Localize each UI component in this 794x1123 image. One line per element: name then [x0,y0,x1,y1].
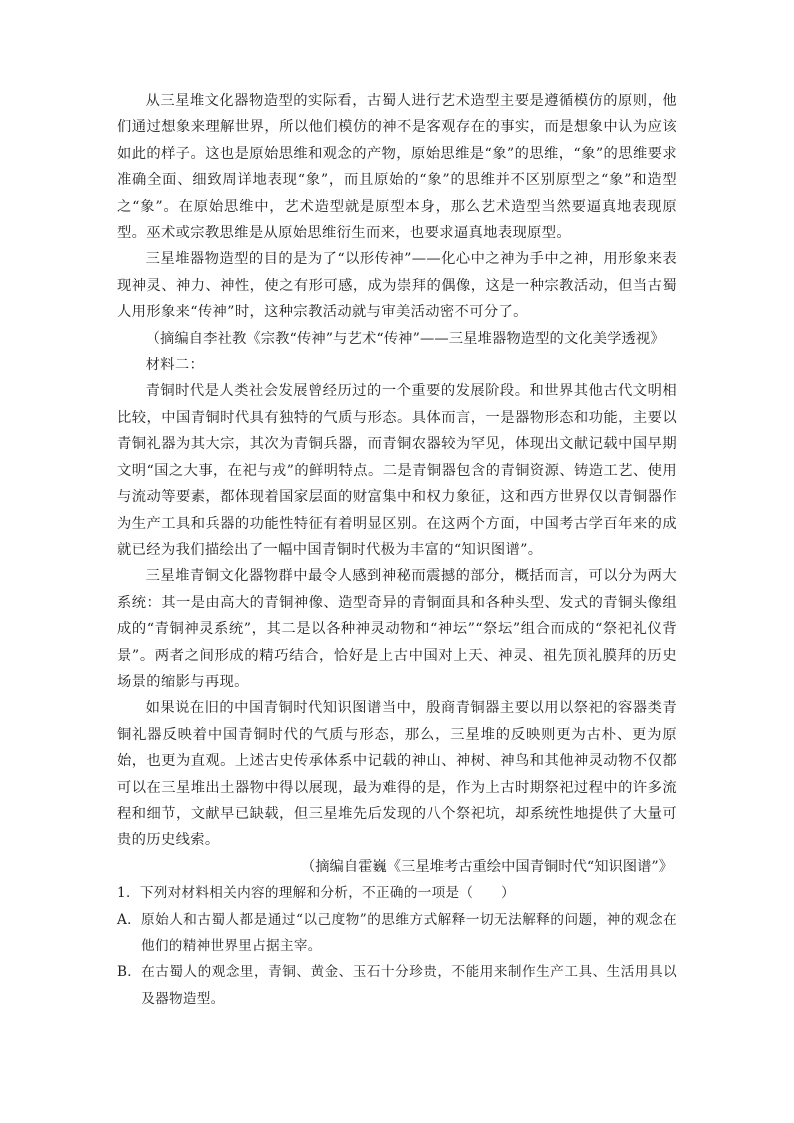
option-b [117,959,677,1012]
option-a [117,907,677,960]
material-two-paragraph-2: 三星堆青铜文化器物群中最令人感到神秘而震撼的部分，概括而言，可以分为两大系统：其一是由高大的青铜神像、造型奇异的青铜面具和各种头型、发式的青铜头像组成的“青铜神灵系统”，其二是以各种神灵动物和“神坛”“祭坛”组合而成的“祭祀礼仪背景”。两者之间形成的精巧结合，恰好是上古中国对上天、神灵、祖先顶礼膜拜的历史场景的缩影与再现。 [117,568,677,690]
material-one-citation: （摘编自李社教《宗教“传神”与艺术“传神”——三星堆器物造型的文化美学透视》 [145,330,665,347]
material-one-paragraph-2: 三星堆器物造型的目的是为了“以形传神”——化心中之神为手中之神，用形象来表现神灵、神力、神性，使之有形可感，成为崇拜的偶像，这是一种宗教活动，但当古蜀人用形象来“传神”时，这种宗教活动就与审美活动密不可分了。 [117,251,677,321]
option-b-text: 在古蜀人的观念里，青铜、黄金、玉石十分珍贵，不能用来制作生产工具、生活用具以及器物造型。 [141,964,677,1007]
material-two-citation: （摘编自霍巍《三星堆考古重绘中国青铜时代“知识图谱”》 [300,858,673,875]
document-page [117,88,677,1012]
material-two-paragraph-3: 如果说在旧的中国青铜时代知识图谱当中，殷商青铜器主要以用以祭祀的容器类青铜礼器反映着中国青铜时代的气质与形态，那么，三星堆的反映则更为古朴、更为原始，也更为直观。上述古史传承体系中记载的神山、神树、神鸟和其他神灵动物不仅都可以在三星堆出土器物中得以展现，最为难得的是，作为上古时期祭祀过程中的许多流程和细节，文献早已缺载，但三星堆先后发现的八个祭祀坑，却系统性地提供了大量可贵的历史线索。 [117,700,677,849]
option-b-label: B． [117,964,142,981]
option-a-text: 原始人和古蜀人都是通过“以己度物”的思维方式解释一切无法解释的问题，神的观念在他们的精神世界里占据主宰。 [141,911,677,954]
material-two-heading: 材料二： [145,357,205,374]
option-a-label: A． [117,911,142,928]
material-two-paragraph-1: 青铜时代是人类社会发展曾经历过的一个重要的发展阶段。和世界其他古代文明相比较，中国青铜时代具有独特的气质与形态。具体而言，一是器物形态和功能，主要以青铜礼器为其大宗，其次为青铜兵器，而青铜农器较为罕见，体现出文献记载中国早期文明“国之大事，在祀与戎”的鲜明特点。二是青铜器包含的青铜资源、铸造工艺、使用与流动等要素，都体现着国家层面的财富集中和权力象征，这和西方世界仅以青铜器作为生产工具和兵器的功能性特征有着明显区别。在这两个方面，中国考古学百年来的成就已经为我们描绘出了一幅中国青铜时代极为丰富的“知识图谱”。 [117,383,677,558]
material-one-paragraph-1: 从三星堆文化器物造型的实际看，古蜀人进行艺术造型主要是遵循模仿的原则，他们通过想象来理解世界，所以他们模仿的神不是客观存在的事实，而是想象中认为应该如此的样子。这也是原始思维和观念的产物，原始思维是“象”的思维，“象”的思维要求准确全面、细致周详地表现“象”，而且原始的“象”的思维并不区别原型之“象”和造型之“象”。在原始思维中，艺术造型就是原型本身，那么艺术造型当然要逼真地表现原型。巫术或宗教思维是从原始思维衍生而来，也要求逼真地表现原型。 [117,93,677,242]
question-stem: 1．下列对材料相关内容的理解和分析，不正确的一项是（ ） [117,885,515,902]
